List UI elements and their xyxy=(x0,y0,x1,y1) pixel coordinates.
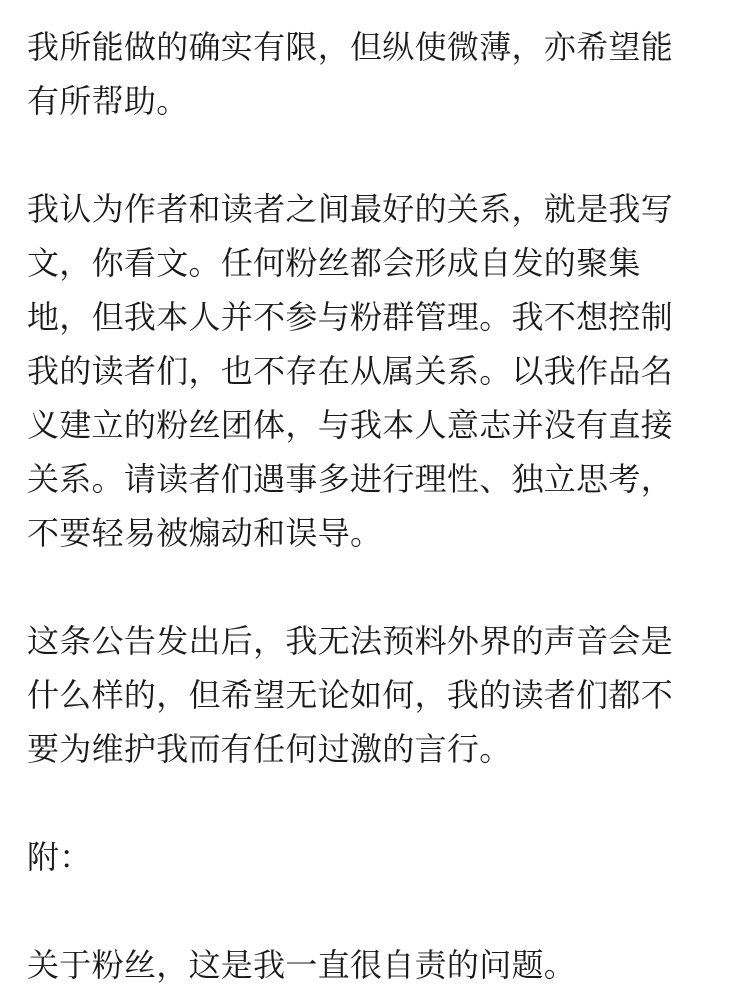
text-line: 关于粉丝，这是我一直很自责的问题。 xyxy=(27,946,577,984)
paragraph-spacer xyxy=(27,776,727,830)
text-line: 什么样的，但希望无论如何，我的读者们都不 xyxy=(27,676,674,714)
paragraph-spacer xyxy=(27,128,727,182)
paragraph-spacer xyxy=(27,560,727,614)
text-line: 有所帮助。 xyxy=(27,82,189,120)
text-line: 地，但我本人并不参与粉群管理。我不想控制 xyxy=(27,298,674,336)
appendix-label: 附： xyxy=(27,838,92,876)
text-line: 要为维护我而有任何过激的言行。 xyxy=(27,730,512,768)
text-line: 我认为作者和读者之间最好的关系，就是我写 xyxy=(27,190,674,228)
paragraph-3 xyxy=(27,614,727,776)
text-line: 我的读者们，也不存在从属关系。以我作品名 xyxy=(27,352,674,390)
article-body xyxy=(27,20,727,992)
text-line: 我所能做的确实有限，但纵使微薄，亦希望能 xyxy=(27,28,674,66)
text-line: 文，你看文。任何粉丝都会形成自发的聚集 xyxy=(27,244,641,282)
paragraph-4 xyxy=(27,938,727,992)
text-line: 这条公告发出后，我无法预料外界的声音会是 xyxy=(27,622,674,660)
appendix-heading xyxy=(27,830,727,884)
paragraph-1 xyxy=(27,20,727,128)
paragraph-2 xyxy=(27,182,727,560)
text-line: 义建立的粉丝团体，与我本人意志并没有直接 xyxy=(27,406,674,444)
text-line: 不要轻易被煽动和误导。 xyxy=(27,514,383,552)
text-line: 关系。请读者们遇事多进行理性、独立思考， xyxy=(27,460,674,498)
paragraph-spacer xyxy=(27,884,727,938)
